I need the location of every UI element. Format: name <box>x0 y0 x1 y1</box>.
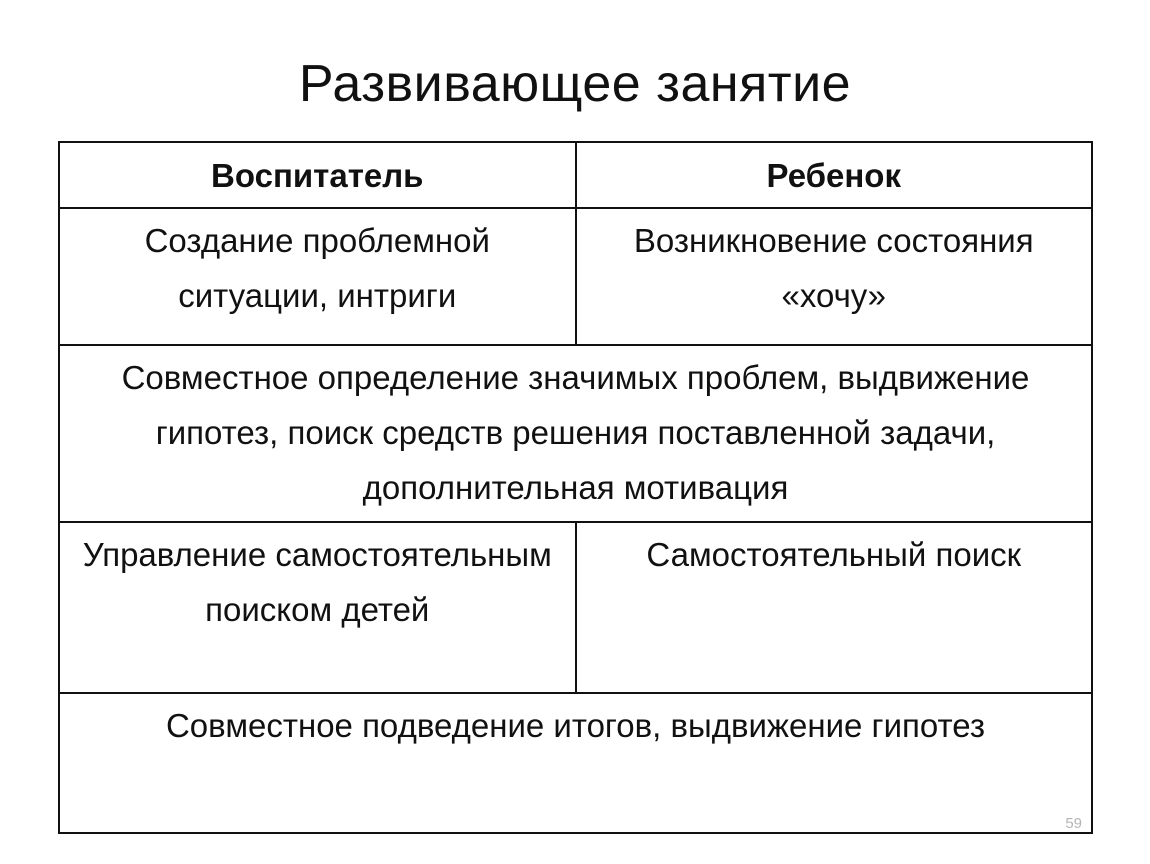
table-row <box>59 208 1092 345</box>
cell-joint-summary: Совместное подведение итогов, выдвижение гипотез <box>59 693 1092 833</box>
table-row <box>59 522 1092 693</box>
table-header-row <box>59 142 1092 208</box>
table-row <box>59 345 1092 522</box>
comparison-table <box>58 141 1093 834</box>
cell-child-desire: Возникновение состояния «хочу» <box>576 208 1093 345</box>
slide-title: Развивающее занятие <box>298 55 852 113</box>
table-row <box>59 693 1092 833</box>
header-educator: Воспитатель <box>59 142 576 208</box>
cell-educator-problem: Создание проблемной ситуации, интриги <box>59 208 576 345</box>
page-number: 59 <box>1065 815 1082 832</box>
cell-educator-management: Управление самостоятельным поиском детей <box>59 522 576 693</box>
header-child: Ребенок <box>576 142 1093 208</box>
cell-joint-definition: Совместное определение значимых проблем, выдвижение гипотез, поиск средств решения поставленной задачи, дополнительная мотивация <box>59 345 1092 522</box>
cell-child-search: Самостоятельный поиск <box>576 522 1093 693</box>
